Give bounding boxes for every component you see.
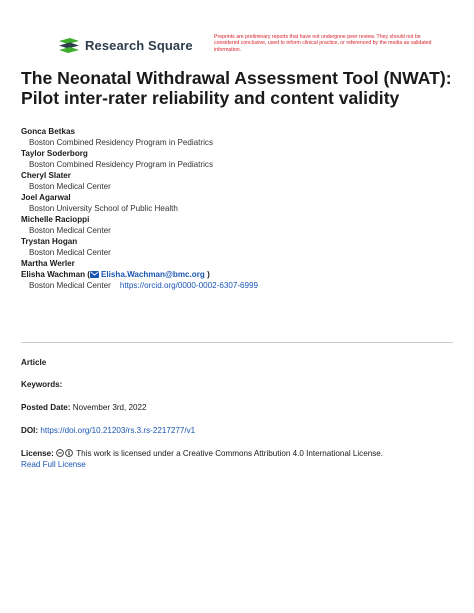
preprint-disclaimer: Preprints are preliminary reports that have not undergone peer review. They should not be considered conclusive, used to inform clinical practice, or referenced by the media as validated information. [214,34,432,53]
license-text: This work is licensed under a Creative Commons Attribution 4.0 International License. [76,449,384,458]
read-full-license-link[interactable]: Read Full License [21,460,86,469]
author-entry [21,148,461,170]
author-name: Michelle Racioppi [21,215,90,224]
author-entry [21,236,461,258]
section-divider [21,342,453,343]
email-link[interactable]: Elisha.Wachman@bmc.org [100,270,205,279]
corresponding-author-affiliation-line [21,280,461,291]
author-name: Joel Agarwal [21,193,71,202]
envelope-icon [90,271,99,278]
license-row [21,448,461,470]
posted-date-row [21,402,461,413]
corresponding-author [21,269,461,291]
research-square-logo[interactable] [58,37,193,53]
keywords-label: Keywords: [21,380,63,389]
author-entry [21,126,461,148]
author-affiliation: Boston Medical Center [29,281,111,290]
author-affiliation: Boston Medical Center [29,182,111,191]
author-affiliation: Boston Combined Residency Program in Pediatrics [29,138,213,147]
paper-title: The Neonatal Withdrawal Assessment Tool (NWAT): Pilot inter-rater reliability and content validity [21,68,452,108]
author-name: Taylor Soderborg [21,149,88,158]
author-affiliation: Boston University School of Public Health [29,204,178,213]
author-name: Cheryl Slater [21,171,71,180]
header [0,0,474,64]
keywords-row [21,379,461,390]
author-entry [21,192,461,214]
doi-label: DOI: [21,426,39,435]
paren-open: ( [87,270,90,279]
orcid-link[interactable]: https://orcid.org/0000-0002-6307-6999 [119,281,259,290]
author-entry [21,258,461,269]
author-name: Martha Werler [21,259,75,268]
author-list [21,126,461,291]
author-name: Gonca Betkas [21,127,75,136]
doi-link[interactable]: https://doi.org/10.21203/rs.3.rs-2217277/v1 [40,426,196,435]
doi-row [21,425,461,436]
author-affiliation: Boston Combined Residency Program in Pediatrics [29,160,213,169]
article-type-label: Article [21,358,47,367]
logo-text: Research Square [85,37,193,53]
license-label: License: [21,449,54,458]
author-affiliation: Boston Medical Center [29,248,111,257]
author-entry [21,214,461,236]
posted-date-value: November 3rd, 2022 [72,403,147,412]
corresponding-author-line [21,269,461,280]
author-name: Trystan Hogan [21,237,78,246]
posted-date-label: Posted Date: [21,403,71,412]
research-square-logo-icon [58,37,80,53]
author-affiliation: Boston Medical Center [29,226,111,235]
paren-close: ) [207,270,210,279]
cc-license-icon [56,449,74,457]
author-entry [21,170,461,192]
article-type [21,357,461,368]
corresponding-author-name: Elisha Wachman [21,270,86,279]
